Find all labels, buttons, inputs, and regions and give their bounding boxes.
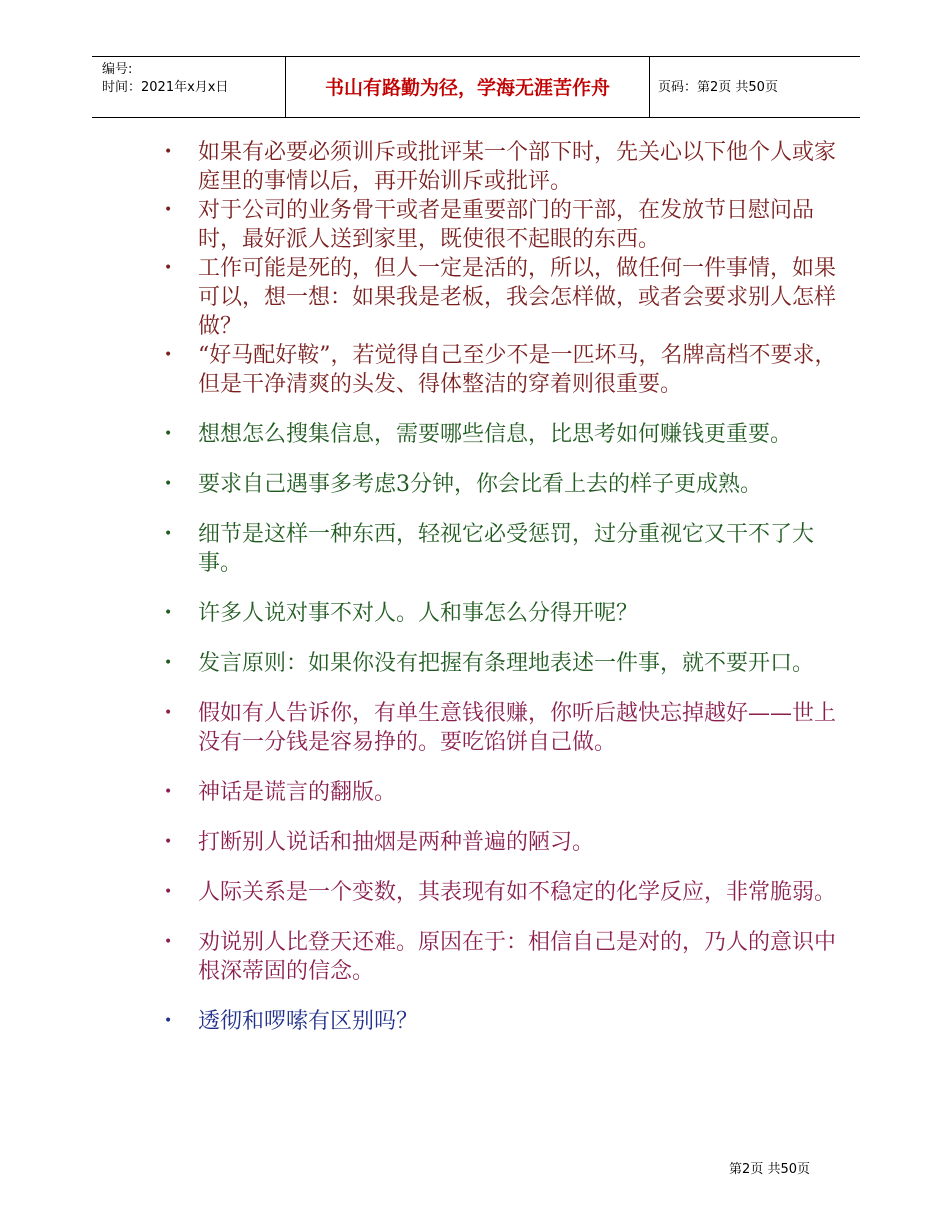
bullet-icon: • — [164, 144, 173, 160]
list-item-text: 细节是这样一种东西，轻视它必受惩罚，过分重视它又干不了大事。 — [198, 522, 815, 576]
number-label: 编号: — [102, 62, 133, 77]
header-motto: 书山有路勤为径，学海无涯苦作舟 — [324, 77, 610, 99]
list-item — [160, 341, 850, 399]
list-item — [160, 420, 850, 449]
list-item-text: “好马配好鞍”，若觉得自己至少不是一匹坏马，名牌高档不要求，但是干净清爽的头发、得体整洁的穿着则很重要。 — [198, 343, 837, 397]
list-item-text: 打断别人说话和抽烟是两种普遍的陋习。 — [198, 830, 595, 855]
header-page-info: 页码：第2页 共50页 — [658, 80, 778, 95]
list-item-text: 透彻和啰嗦有区别吗？ — [198, 1009, 419, 1034]
bullet-icon: • — [164, 884, 173, 900]
bullet-icon: • — [164, 1013, 173, 1029]
bullet-icon: • — [164, 834, 173, 850]
list-item — [160, 1007, 850, 1036]
list-item — [160, 699, 850, 757]
header-meta — [102, 61, 282, 97]
bullet-icon: • — [164, 526, 173, 542]
list-item-text: 劝说别人比登天还难。原因在于：相信自己是对的，乃人的意识中根深蒂固的信念。 — [198, 930, 837, 984]
header-divider — [649, 57, 650, 117]
bullet-icon: • — [164, 426, 173, 442]
list-item — [160, 928, 850, 986]
list-item-text: 想想怎么搜集信息，需要哪些信息，比思考如何赚钱更重要。 — [198, 422, 793, 447]
bullet-icon: • — [164, 605, 173, 621]
page-footer: 第2页 共50页 — [729, 1162, 810, 1177]
page-header — [92, 56, 860, 118]
bullet-icon: • — [164, 705, 173, 721]
list-item — [160, 196, 850, 254]
list-item-text: 假如有人告诉你，有单生意钱很赚，你听后越快忘掉越好——世上没有一分钱是容易挣的。要吃馅饼自己做。 — [198, 701, 837, 755]
list-item — [160, 649, 850, 678]
bullet-list — [160, 138, 850, 1036]
bullet-icon: • — [164, 260, 173, 276]
list-item-text: 工作可能是死的，但人一定是活的，所以，做任何一件事情，如果可以，想一想：如果我是老板，我会怎样做，或者会要求别人怎样做？ — [198, 256, 837, 339]
list-item — [160, 878, 850, 907]
bullet-icon: • — [164, 202, 173, 218]
list-item — [160, 138, 850, 196]
list-item-text: 许多人说对事不对人。人和事怎么分得开呢？ — [198, 601, 639, 626]
time-label: 时间：2021年x月x日 — [102, 80, 229, 95]
list-item-text: 对于公司的业务骨干或者是重要部门的干部，在发放节日慰问品时，最好派人送到家里，既使很不起眼的东西。 — [198, 198, 815, 252]
list-item-text: 要求自己遇事多考虑3分钟，你会比看上去的样子更成熟。 — [198, 472, 762, 497]
list-item — [160, 470, 850, 499]
bullet-icon: • — [164, 655, 173, 671]
bullet-icon: • — [164, 934, 173, 950]
list-item — [160, 599, 850, 628]
list-item-text: 神话是谎言的翻版。 — [198, 780, 397, 805]
list-item-text: 发言原则：如果你没有把握有条理地表述一件事，就不要开口。 — [198, 651, 815, 676]
bullet-icon: • — [164, 347, 173, 363]
list-item — [160, 828, 850, 857]
bullet-icon: • — [164, 476, 173, 492]
list-item — [160, 254, 850, 341]
list-item — [160, 778, 850, 807]
list-item-text: 如果有必要必须训斥或批评某一个部下时，先关心以下他个人或家庭里的事情以后，再开始训斥或批评。 — [198, 140, 837, 194]
bullet-icon: • — [164, 784, 173, 800]
list-item-text: 人际关系是一个变数，其表现有如不稳定的化学反应，非常脆弱。 — [198, 880, 837, 905]
list-item — [160, 520, 850, 578]
